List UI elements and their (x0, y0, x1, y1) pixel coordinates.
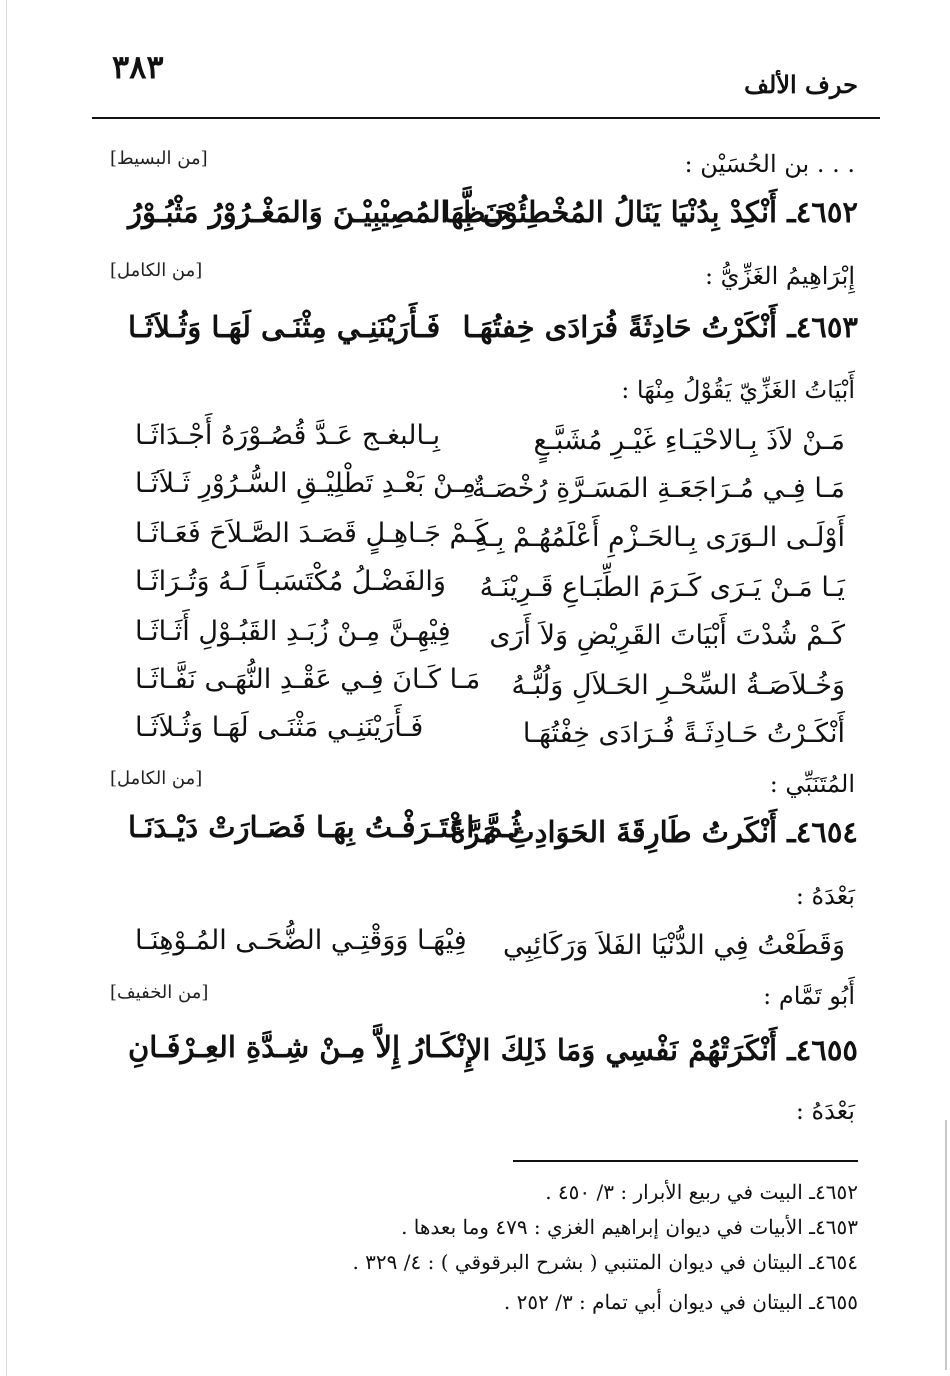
page-number: ٣٨٣ (112, 48, 164, 86)
sub-verse-first-hemistich: وَقَطَعْتُ فِي الدُّنْيَا الفَلاَ وَرَكَائِبِي (503, 930, 845, 961)
sub-verse-first-hemistich: وَخُـلاَصَـةُ السِّحْـرِ الحَـلاَلِ وَلُبُّـهُ (511, 670, 845, 701)
entry-4655-sub-intro: بَعْدَهُ : (795, 1097, 855, 1125)
sub-verse-first-hemistich: كَـمْ شُدْتَ أَبْيَاتَ القَرِيْضِ وَلاَ أَرَى (489, 620, 845, 651)
scan-edge-right (945, 1120, 947, 1370)
entry-4655-meter: [من الخفيف] (110, 982, 209, 1003)
sub-verse-second-hemistich: كَـمْ جَـاهِـلٍ قَصَـدَ الصَّـلاَحَ فَعَـاثَـا (135, 518, 489, 549)
sub-verse-first-hemistich: أَوْلَـى الـوَرَى بِـالحَـزْمِ أَعْلَمُهُـمْ بِـهِ (474, 522, 845, 553)
footnote-4653: ٤٦٥٣ـ الأبيات في ديوان إبراهيم الغزي : ٤٧٩ وما بعدها . (401, 1215, 858, 1239)
entry-4655-intro: أَبُو تَمَّام : (763, 982, 855, 1010)
footnote-4655: ٤٦٥٥ـ البيتان في ديوان أبي تمام : ٣/ ٢٥٢ . (503, 1290, 858, 1314)
verse-4652-first-hemistich: ٤٦٥٢ـ أَنْكِدْ بِدُنْيَا يَنَالُ المُخْطِئُوْنَ بِهَا (442, 195, 858, 229)
entry-4653-meter: [من الكامل] (110, 260, 203, 281)
sub-verse-second-hemistich: بِـالبغـج عَـدَّ قُصُـوْرَهُ أَجْـدَاثَـا (135, 420, 441, 451)
sub-verse-second-hemistich: وَالفَضْـلُ مُكْتَسَبـاً لَـهُ وَتُـرَاثَـا (135, 566, 446, 597)
sub-verse-second-hemistich: فِيْهِـنَّ مِـنْ زُبَـدِ القَبُـوْلِ أَثَـاثَـا (135, 616, 451, 647)
entry-4654-sub-intro: بَعْدَهُ : (795, 882, 855, 910)
entry-4652-meter: [من البسيط] (110, 148, 208, 169)
verse-4654-second-hemistich: ثُـمَّ اعْتَـرَفْـتُ بِهَـا فَصَـارَتْ دَيْـدَنَـا (128, 810, 521, 844)
entry-4654-meter: [من الكامل] (110, 768, 203, 789)
header-rule (92, 117, 880, 119)
verse-4653-first-hemistich: ٤٦٥٣ـ أَنْكَرْتُ حَادِثَةً فُرَادَى خِفتُهَـا (462, 310, 858, 344)
verse-4655-second-hemistich: نْكَـارُ إِلاَّ مِـنْ شِـدَّةِ العِـرْفَـانِ (128, 1030, 466, 1064)
verse-4653-second-hemistich: فَـأَرَيْنَنِـي مِثْنَـى لَهَـا وَثُـلاَثَـا (128, 310, 441, 344)
verse-4655-first-hemistich: ٤٦٥٥ـ أَنْكَرَتْهُمْ نَفْسِي وَمَا ذَلِكَ الإِ (465, 1033, 858, 1067)
entry-4654-intro: المُتَنَبِّي : (769, 770, 855, 798)
footnote-4654: ٤٦٥٤ـ البيتان في ديوان المتنبي ( بشرح البرقوقي ) : ٤/ ٣٢٩ . (352, 1250, 858, 1274)
footnote-4652: ٤٦٥٢ـ البيت في ربيع الأبرار : ٣/ ٤٥٠ . (545, 1180, 858, 1204)
verse-4652-second-hemistich: حَـظَّ المُصِيْبِيْـنَ وَالمَغْـرُوْرُ مَثْبُـوْرُ (128, 195, 513, 229)
entry-4653-sub-intro: أَبْيَاتُ الغَزِّيّ يَقُوْلُ مِنْهَا : (621, 376, 855, 404)
sub-verse-first-hemistich: يَـا مَـنْ يَـرَى كَـرَمَ الطِّبَـاعِ قَـرِيْنَـهُ (479, 572, 845, 603)
sub-verse-second-hemistich: مَـا كَـانَ فِـي عَقْـدِ النُّهَـى نَفَّـاثَـا (135, 664, 481, 695)
sub-verse-second-hemistich: مِـنْ بَعْـدِ تَطْلِيْـقِ السُّـرُوْرِ ثَـلاَثَـا (135, 468, 476, 499)
sub-verse-second-hemistich: فِيْهَـا وَوَقْتِـي الضُّحَـى المُـوْهِنَـا (135, 925, 467, 956)
sub-verse-second-hemistich: فَـأَرَيْنَنِـي مَثْنَـى لَهَـا وَثُـلاَثَـا (135, 712, 424, 743)
sub-verse-first-hemistich: مَـا فِـي مُـرَاجَعَـةِ المَسَـرَّةِ رُخْصَـةٌ (471, 473, 845, 504)
entry-4652-intro: . . . بن الحُسَيْن : (684, 150, 855, 178)
verse-4654-first-hemistich: ٤٦٥٤ـ أَنْكَرتُ طَارِقَةَ الحَوَادِثِ مَرَّةً (450, 815, 858, 849)
sub-verse-first-hemistich: أَنْكَـرْتُ حَـادِثَـةً فُـرَادَى خِفْتُهَـا (522, 718, 845, 749)
page-header-title: حرف الألف (744, 70, 858, 99)
footnote-rule (513, 1160, 858, 1162)
entry-4653-intro: إِبْرَاهِيمُ الغَزِّيُّ : (704, 262, 855, 290)
scan-edge-left (6, 0, 7, 1376)
sub-verse-first-hemistich: مَـنْ لاَذَ بِـالاحْيَـاءِ غَيْـرِ مُشَبَّـعٍ (533, 425, 845, 456)
